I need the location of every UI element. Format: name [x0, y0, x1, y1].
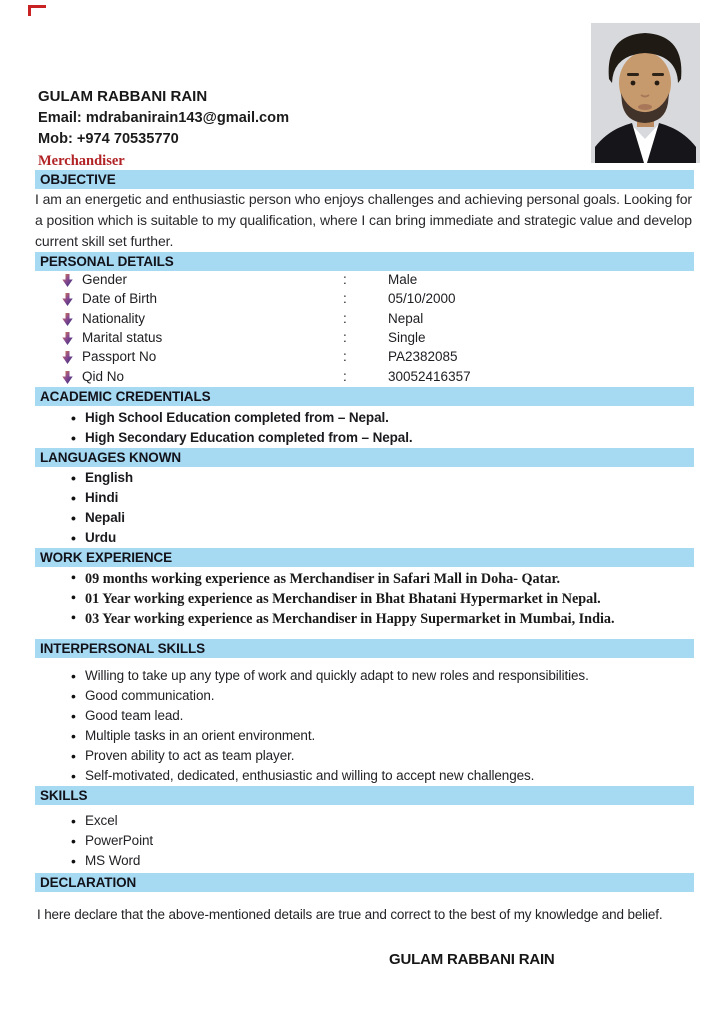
list-item: • Good team lead. [35, 706, 694, 726]
list-item: • Excel [35, 811, 694, 831]
objective-text: I am an energetic and enthusiastic person who enjoys challenges and achieving personal goals. Looking for a position which is suitable to my qualification, where I can bring immediate and strategic value and develop current skill set further. [35, 191, 692, 249]
header-block [38, 86, 289, 172]
list-item: • Willing to take up any type of work and quickly adapt to new roles and responsibilities. [35, 666, 694, 686]
list-item: • 09 months working experience as Merchandiser in Safari Mall in Doha- Qatar. [35, 569, 694, 589]
detail-label: Qid No [82, 368, 125, 384]
main-content [35, 170, 694, 968]
detail-value: Nepal [388, 310, 424, 326]
gradient-down-arrow-icon [62, 332, 73, 348]
gradient-down-arrow-icon [62, 293, 73, 309]
personal-detail-row [35, 348, 694, 367]
list-item: • PowerPoint [35, 831, 694, 851]
gradient-down-arrow-icon [62, 313, 73, 329]
declaration-text: I here declare that the above-mentioned details are true and correct to the best of my knowledge and belief. [37, 907, 663, 922]
gradient-down-arrow-icon [62, 351, 73, 367]
personal-detail-row [35, 368, 694, 387]
job-title: Merchandiser [38, 152, 125, 169]
detail-colon: : [343, 349, 347, 365]
list-item: • Urdu [35, 528, 694, 548]
list-item: • Good communication. [35, 686, 694, 706]
detail-colon: : [343, 310, 347, 326]
personal-detail-row [35, 271, 694, 290]
personal-detail-row [35, 290, 694, 309]
detail-value: 05/10/2000 [388, 291, 456, 307]
section-header-languages: LANGUAGES KNOWN [35, 448, 694, 467]
detail-label: Nationality [82, 310, 146, 326]
detail-value: 30052416357 [388, 368, 471, 384]
list-item: • Proven ability to act as team player. [35, 746, 694, 766]
list-item: • High School Education completed from – Nepal. [35, 408, 694, 428]
profile-photo-illustration [591, 23, 700, 163]
list-item: • Self-motivated, dedicated, enthusiastic and willing to accept new challenges. [35, 766, 694, 786]
detail-colon: : [343, 272, 347, 287]
personal-detail-row [35, 310, 694, 329]
gradient-down-arrow-icon [62, 274, 73, 290]
section-header-personal-details: PERSONAL DETAILS [35, 252, 694, 271]
skills-list [35, 805, 694, 873]
candidate-name: GULAM RABBANI RAIN [38, 88, 208, 105]
detail-value: Single [388, 329, 426, 345]
section-header-interpersonal: INTERPERSONAL SKILLS [35, 639, 694, 658]
detail-label: Passport No [82, 349, 157, 365]
detail-colon: : [343, 291, 347, 307]
detail-value: PA2382085 [388, 349, 458, 365]
email-line: Email: mdrabanirain143@gmail.com [38, 109, 290, 126]
gradient-down-arrow-icon [62, 371, 73, 387]
profile-photo [591, 23, 700, 163]
detail-label: Gender [82, 272, 128, 287]
personal-detail-row [35, 329, 694, 348]
list-item: • 01 Year working experience as Merchandiser in Bhat Bhatani Hypermarket in Nepal. [35, 589, 694, 609]
list-item: • Hindi [35, 488, 694, 508]
red-corner-mark [28, 5, 46, 16]
languages-list [35, 467, 694, 548]
academic-list [35, 406, 694, 448]
signature-name: GULAM RABBANI RAIN [389, 951, 555, 968]
section-header-objective: OBJECTIVE [35, 170, 694, 189]
list-item: • Multiple tasks in an orient environment. [35, 726, 694, 746]
personal-details-list [35, 271, 694, 387]
section-header-academic: ACADEMIC CREDENTIALS [35, 387, 694, 406]
section-header-declaration: DECLARATION [35, 873, 694, 892]
list-item: • English [35, 468, 694, 488]
list-item: • High Secondary Education completed from – Nepal. [35, 428, 694, 448]
detail-colon: : [343, 368, 347, 384]
section-header-skills: SKILLS [35, 786, 694, 805]
list-item: • MS Word [35, 851, 694, 871]
list-item: • Nepali [35, 508, 694, 528]
detail-colon: : [343, 329, 347, 345]
section-header-work-experience: WORK EXPERIENCE [35, 548, 694, 567]
list-item: • 03 Year working experience as Merchandiser in Happy Supermarket in Mumbai, India. [35, 609, 694, 629]
detail-label: Date of Birth [82, 291, 158, 307]
mobile-line: Mob: +974 70535770 [38, 131, 179, 147]
work-experience-list [35, 567, 694, 629]
detail-value: Male [388, 272, 418, 287]
interpersonal-list [35, 658, 694, 786]
detail-label: Marital status [82, 329, 163, 345]
